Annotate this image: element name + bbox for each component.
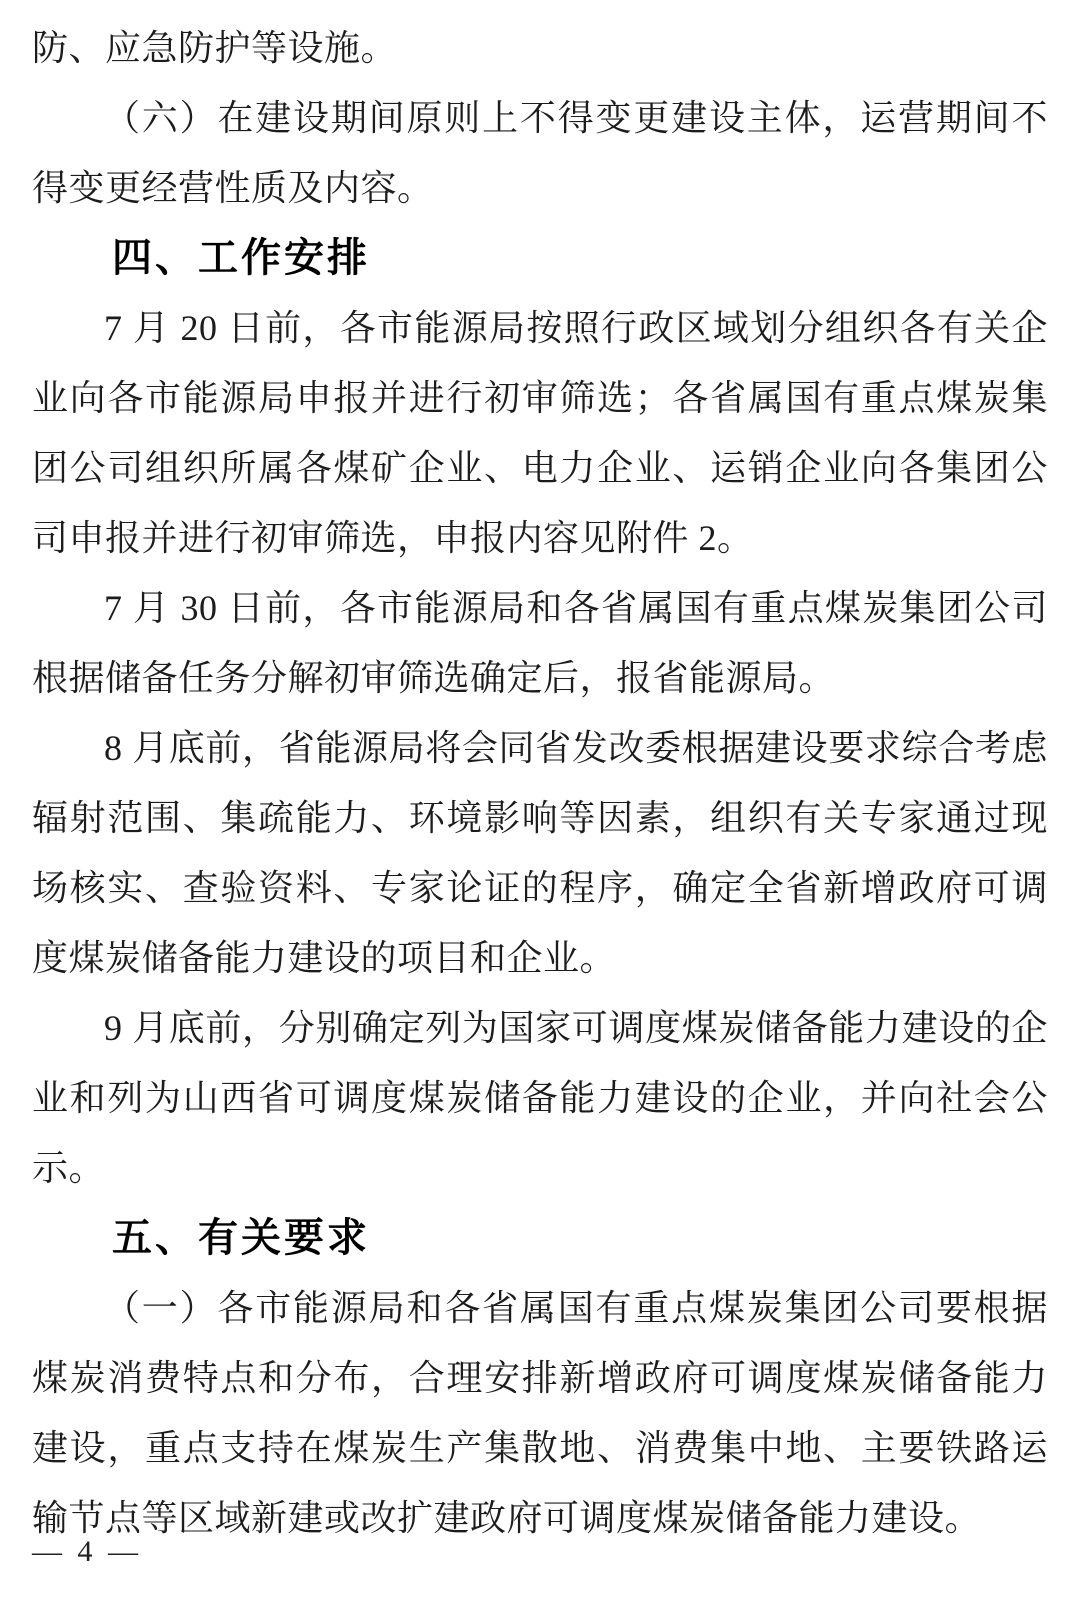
paragraph: 防、应急防护等设施。 [32, 28, 398, 68]
paragraph: （一）各市能源局和各省属国有重点煤炭集团公司要根据煤炭消费特点和分布，合理安排新增政府可调度煤炭储备能力建设，重点支持在煤炭生产集散地、消费集中地、主要铁路运输节点等区域新建或改扩建政府可调度煤炭储备能力建设。 [32, 1288, 1048, 1538]
paragraph: 8 月底前，省能源局将会同省发改委根据建设要求综合考虑辐射范围、集疏能力、环境影响等因素，组织有关专家通过现场核实、查验资料、专家论证的程序，确定全省新增政府可调度煤炭储备能力建设的项目和企业。 [32, 728, 1048, 978]
paragraph: （六）在建设期间原则上不得变更建设主体，运营期间不得变更经营性质及内容。 [32, 98, 1048, 208]
paragraph: 7 月 20 日前，各市能源局按照行政区域划分组织各有关企业向各市能源局申报并进行初审筛选；各省属国有重点煤炭集团公司组织所属各煤矿企业、电力企业、运销企业向各集团公司申报并进行初审筛选，申报内容见附件 2。 [32, 308, 1048, 558]
section-heading: 五、有关要求 [112, 1216, 370, 1260]
page-footer [32, 1532, 139, 1572]
document-body [32, 13, 1048, 1553]
paragraph: 9 月底前，分别确定列为国家可调度煤炭储备能力建设的企业和列为山西省可调度煤炭储备能力建设的企业，并向社会公示。 [32, 1008, 1048, 1188]
page-number: — 4 — [32, 1535, 139, 1568]
section-heading: 四、工作安排 [112, 236, 370, 280]
paragraph: 7 月 30 日前，各市能源局和各省属国有重点煤炭集团公司根据储备任务分解初审筛选确定后，报省能源局。 [32, 588, 1048, 698]
